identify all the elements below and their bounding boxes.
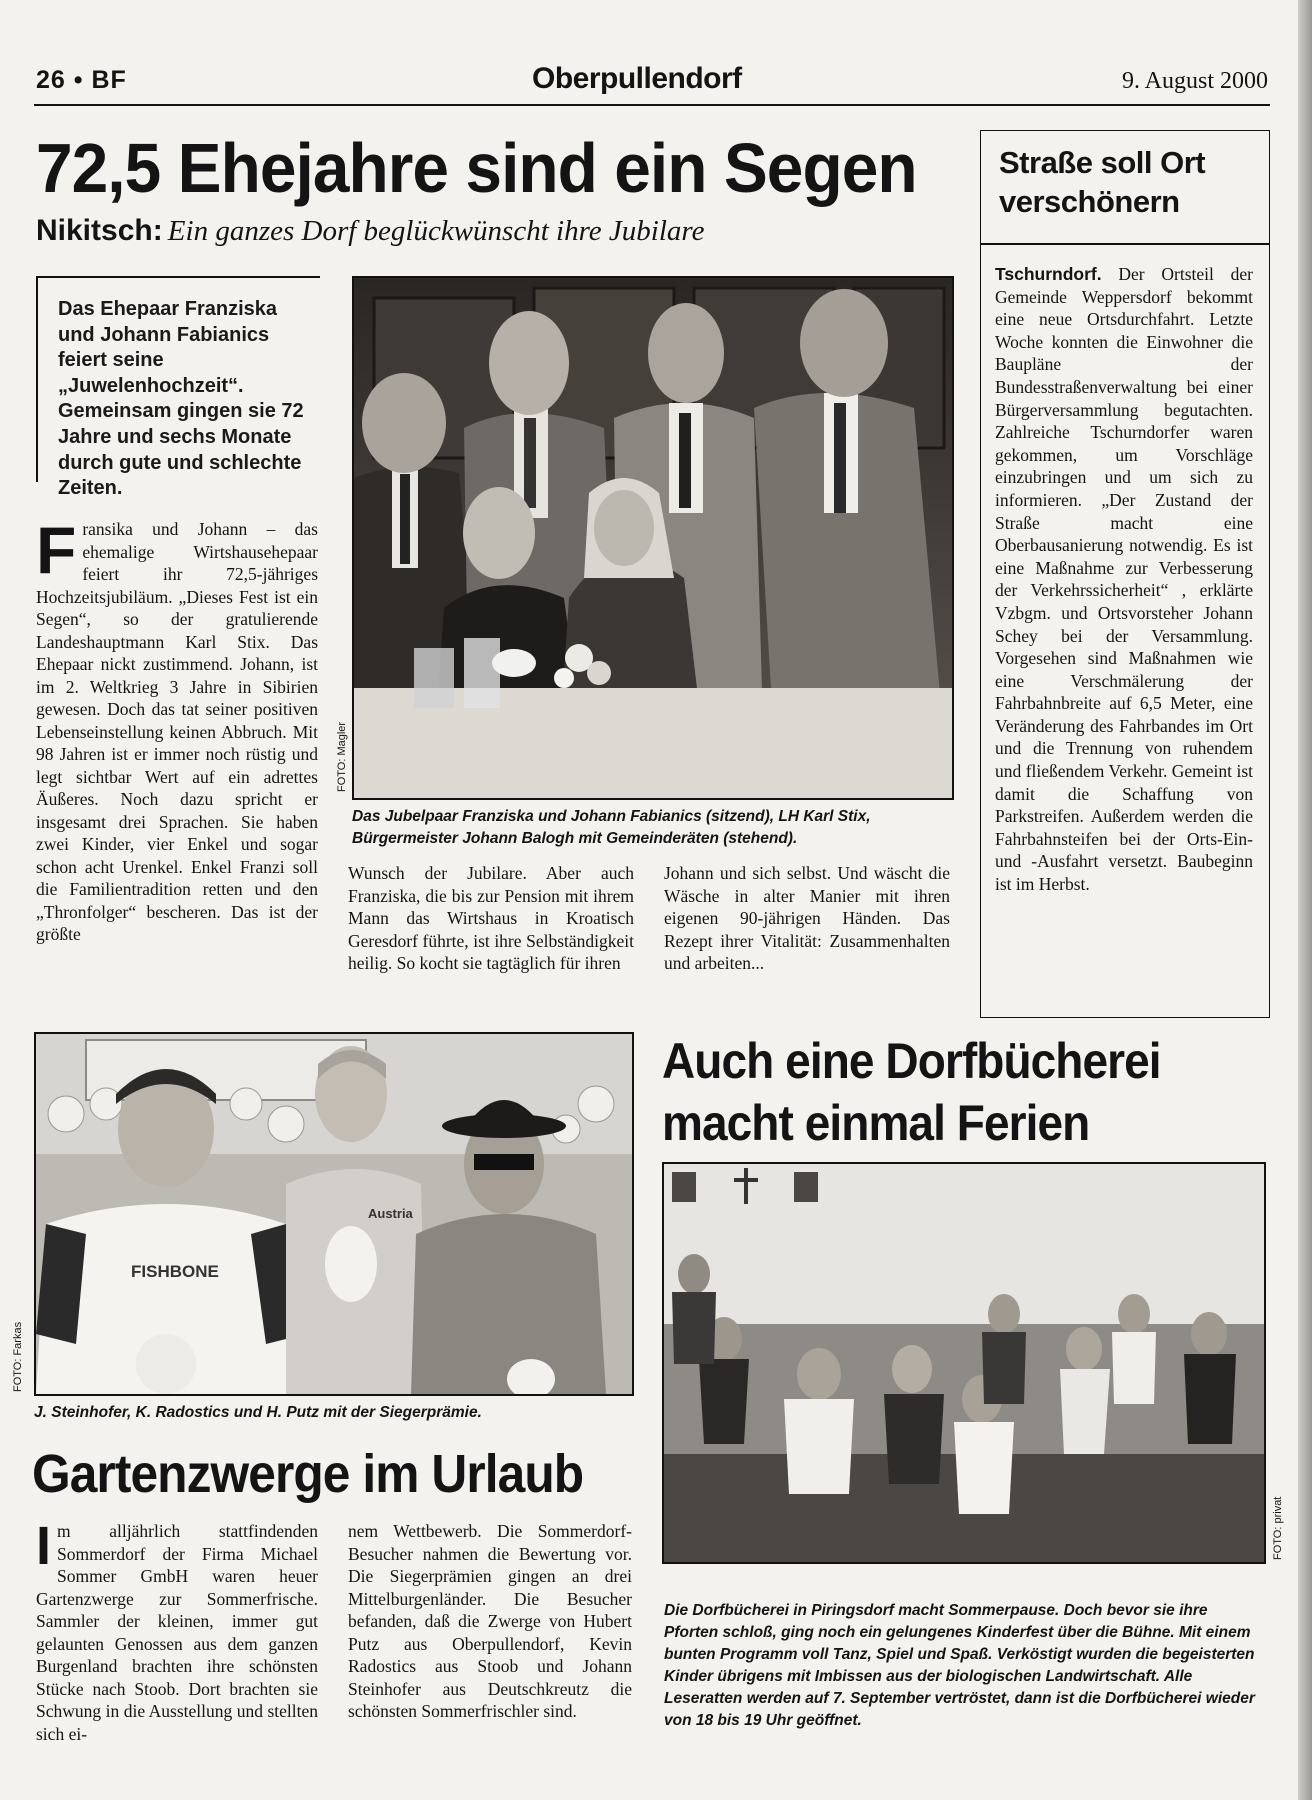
garden-headline: Gartenzwerge im Urlaub (32, 1444, 584, 1504)
garden-col1-paragraph (36, 1516, 318, 1745)
library-headline-line-2: macht einmal Ferien (662, 1095, 1090, 1151)
main-subtitle: Ein ganzes Dorf beglückwünscht ihre Jubilare (167, 215, 705, 247)
section-title: Oberpullendorf (532, 62, 742, 95)
sidebar-dateline: Tschurndorf. (995, 264, 1102, 284)
lead-paragraph: Das Ehepaar Franziska und Johann Fabianics feiert seine „Juwelenhochzeit“. Gemeinsam gingen sie 72 Jahre und sechs Monate durch gute und schlechte Zeiten. (58, 298, 304, 500)
lead-box-left-rule (36, 276, 38, 482)
main-column-2 (348, 862, 634, 975)
header-rule (34, 104, 1270, 106)
main-photo-caption: Das Jubelpaar Franziska und Johann Fabianics (sitzend), LH Karl Stix, Bürgermeister Johann Balogh mit Gemeinderäten (stehend). (352, 808, 871, 847)
page-edge-shadow (1298, 0, 1312, 1800)
garden-col1-text: m alljährlich stattfindenden Sommerdorf der Firma Michael Sommer GmbH waren heuer Gartenzwerge zur Sommerfrische. Sammler der kleinen, immer gut gelaunten Genossen aus dem ganzen Burgenland brachten ihre schönsten Stücke nach Stoob. Dort brachten sie Schwung in die Ausstellung und stellten sich ei- (36, 1521, 318, 1744)
main-headline: 72,5 Ehejahre sind ein Segen (36, 129, 917, 207)
library-photo (662, 1162, 1266, 1564)
sidebar-headline: Straße soll Ort verschönern (999, 145, 1206, 219)
garden-column-2 (348, 1520, 632, 1723)
issue-date: 9. August 2000 (1121, 68, 1268, 94)
sidebar-paragraph (995, 263, 1253, 896)
main-col3-text: Johann und sich selbst. Und wäscht die Wäsche in alter Manier mit ihren eigenen 90-jährigen Händen. Das Rezept ihrer Vitalität: Zusammenhalten und arbeiten... (664, 863, 950, 973)
garden-column-1 (36, 1516, 318, 1745)
main-kicker: Nikitsch: (36, 214, 163, 247)
garden-photo-caption: J. Steinhofer, K. Radostics und H. Putz mit der Siegerprämie. (34, 1404, 482, 1421)
main-column-1 (36, 513, 318, 946)
library-photo-credit: FOTO: privat (1272, 1496, 1284, 1560)
lead-box-rule (36, 276, 320, 278)
main-col1-text: ransika und Johann – das ehemalige Wirtshausehepaar feiert ihr 72,5-jähriges Hochzeitsjubiläum. „Dieses Fest ist ein Segen“, so der gratulierende Landeshauptmann Karl Stix. Das Ehepaar nickt zustimmend. Johann, ist im 2. Weltkrieg 3 Jahre in Sibirien gewesen. Doch das tat seiner positiven Lebenseinstellung keinen Abbruch. Mit 98 Jahren ist er immer noch rüstig und legt sichtbar Wert auf ein adrettes Äußeres. Noch dazu spricht er insgesamt drei Sprachen. Sie haben zwei Kinder, vier Enkel und sogar schon acht Urenkel. Enkel Franzi soll die Familientradition retten und den „Thronfolger“ bescheren. Das ist der größte (36, 519, 318, 944)
garden-photo-shirt-text-2: Austria (368, 1206, 413, 1221)
garden-drop-cap: I (36, 1516, 52, 1576)
garden-photo-shirt-text-1: FISHBONE (131, 1262, 219, 1281)
page-number: 26 • BF (36, 66, 127, 94)
library-photo-caption: Die Dorfbücherei in Piringsdorf macht Sommerpause. Doch bevor sie ihre Pforten schloß, ging noch ein gelungenes Kinderfest über die Bühne. Mit einem bunten Programm voll Tanz, Spiel und Spaß. Verköstigt wurden die begeisterten Kinder übrigens mit Imbissen aus der biologischen Landwirtschaft. Alle Leseratten werden auf 7. September vertröstet, dann ist die Dorfbücherei wieder von 18 bis 19 Uhr geöffnet. (664, 1602, 1255, 1729)
garden-photo-scene (36, 1034, 632, 1394)
main-photo-scene (354, 278, 952, 798)
garden-photo-credit: FOTO: Farkas (12, 1321, 24, 1392)
garden-photo (34, 1032, 634, 1396)
sidebar-box (980, 130, 1270, 1018)
main-photo (352, 276, 954, 800)
main-col2-text: Wunsch der Jubilare. Aber auch Franziska, die bis zur Pension mit ihrem Mann das Wirtshaus in Kroatisch Geresdorf führte, ist ihre Selbständigkeit heilig. So kocht sie tagtäglich für ihren (348, 863, 634, 973)
library-headline-line-1: Auch eine Dorfbücherei (662, 1033, 1161, 1089)
main-drop-cap: F (36, 513, 77, 587)
sidebar-rule (981, 243, 1269, 245)
main-column-3 (664, 862, 950, 975)
library-photo-scene (664, 1164, 1264, 1562)
main-subheadline (36, 214, 704, 248)
main-photo-credit: FOTO: Magler (336, 721, 348, 792)
sidebar-text: Der Ortsteil der Gemeinde Weppersdorf bekommt eine neue Ortsdurchfahrt. Letzte Woche konnten die Einwohner die Baupläne der Bundesstraßenverwaltung bei einer Bürgerversammlung begutachten. Zahlreiche Tschurndorfer waren gekommen, um Vorschläge einzubringen und um sich zu informieren. „Der Zustand der Straße macht eine Oberbausanierung notwendig. Es ist eine Maßnahme zur Verbesserung der Verkehrssicherheit“ , erklärte Vzbgm. und Ortsvorsteher Johann Schey bei der Versammlung. Vorgesehen sind Maßnahmen wie eine Verschmälerung der Fahrbahnbreite auf 6,5 Meter, eine Veränderung des Fahrbandes im Ort und die Trennung von ruhendem und fließendem Verkehr. Gemeint ist damit die Schaffung von Parkstreifen. Außerdem werden die Fahrbahnsteifen bei der Orts-Ein- und -Ausfahrt versetzt. Baubeginn ist im Herbst. (995, 264, 1253, 895)
library-headline (662, 1030, 1161, 1154)
main-col1-paragraph (36, 513, 318, 946)
garden-col2-text: nem Wettbewerb. Die Sommerdorf-Besucher nahmen die Bewertung vor. Die Siegerprämien gingen an drei Mittelburgenländer. Die Besucher befanden, daß die Zwerge von Hubert Putz aus Oberpullendorf, Kevin Radostics aus Stoob und Johann Steinhofer aus Deutschkreutz die schönsten Sommerfrischler sind. (348, 1521, 632, 1721)
